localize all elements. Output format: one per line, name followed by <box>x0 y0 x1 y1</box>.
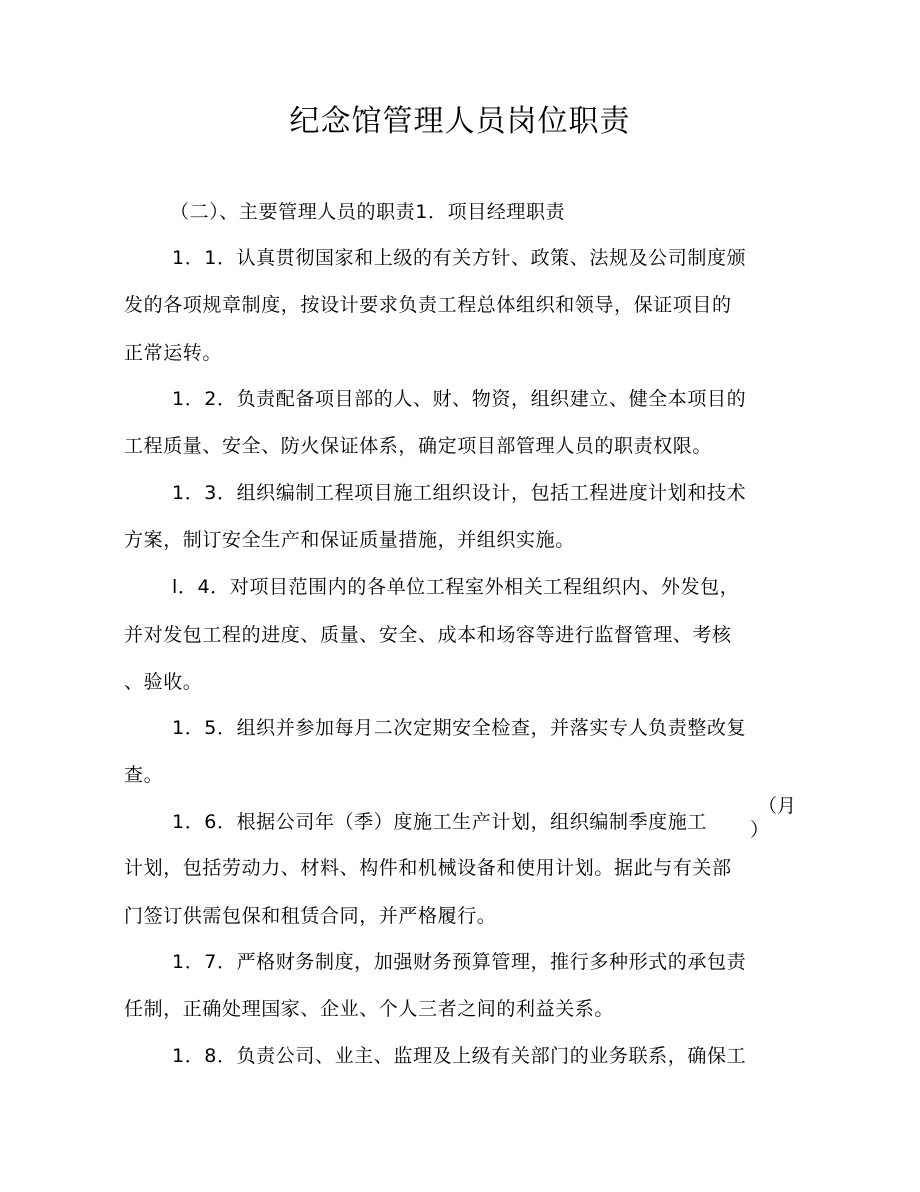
month-note-close: ） <box>750 819 770 841</box>
paragraph-line: 、验收。 <box>124 671 203 693</box>
paragraph-line: 1．6．根据公司年（季）度施工生产计划，组织编制季度施工 <box>172 811 707 833</box>
paragraph-line: 1．5．组织并参加每月二次定期安全检查，并落实专人负责整改复 <box>172 717 747 739</box>
paragraph-line: 正常运转。 <box>124 342 223 364</box>
paragraph-line: 1．1．认真贯彻国家和上级的有关方针、政策、法规及公司制度颁 <box>172 247 747 269</box>
paragraph-line: 工程质量、安全、防火保证体系，确定项目部管理人员的职责权限。 <box>124 435 713 457</box>
paragraph-line: 门签订供需包保和租赁合同，并严格履行。 <box>124 905 497 927</box>
paragraph-line: 1．2．负责配备项目部的人、财、物资，组织建立、健全本项目的 <box>172 388 747 410</box>
paragraph-line: 1．3．组织编制工程项目施工组织设计，包括工程进度计划和技术 <box>172 482 747 504</box>
paragraph-line: 查。 <box>124 764 164 786</box>
section-heading: （二）、主要管理人员的职责1．项目经理职责 <box>170 201 566 223</box>
paragraph-line: l．4．对项目范围内的各单位工程室外相关工程组织内、外发包， <box>172 576 740 598</box>
paragraph-line: 1．8．负责公司、业主、监理及上级有关部门的业务联系，确保工 <box>172 1045 747 1067</box>
paragraph-line: 任制，正确处理国家、企业、个人三者之间的利益关系。 <box>124 998 615 1020</box>
paragraph-line: 并对发包工程的进度、质量、安全、成本和场容等进行监督管理、考核 <box>124 624 732 646</box>
document-title: 纪念馆管理人员岗位职责 <box>289 104 631 139</box>
month-note-open: （月 <box>758 795 797 817</box>
paragraph-line: 发的各项规章制度，按设计要求负责工程总体组织和领导，保证项目的 <box>124 294 732 316</box>
paragraph-line: 1．7．严格财务制度，加强财务预算管理，推行多种形式的承包责 <box>172 951 747 973</box>
paragraph-line: 方案，制订安全生产和保证质量措施，并组织实施。 <box>124 529 575 551</box>
paragraph-line: 计划，包括劳动力、材料、构件和机械设备和使用计划。据此与有关部 <box>124 857 732 879</box>
